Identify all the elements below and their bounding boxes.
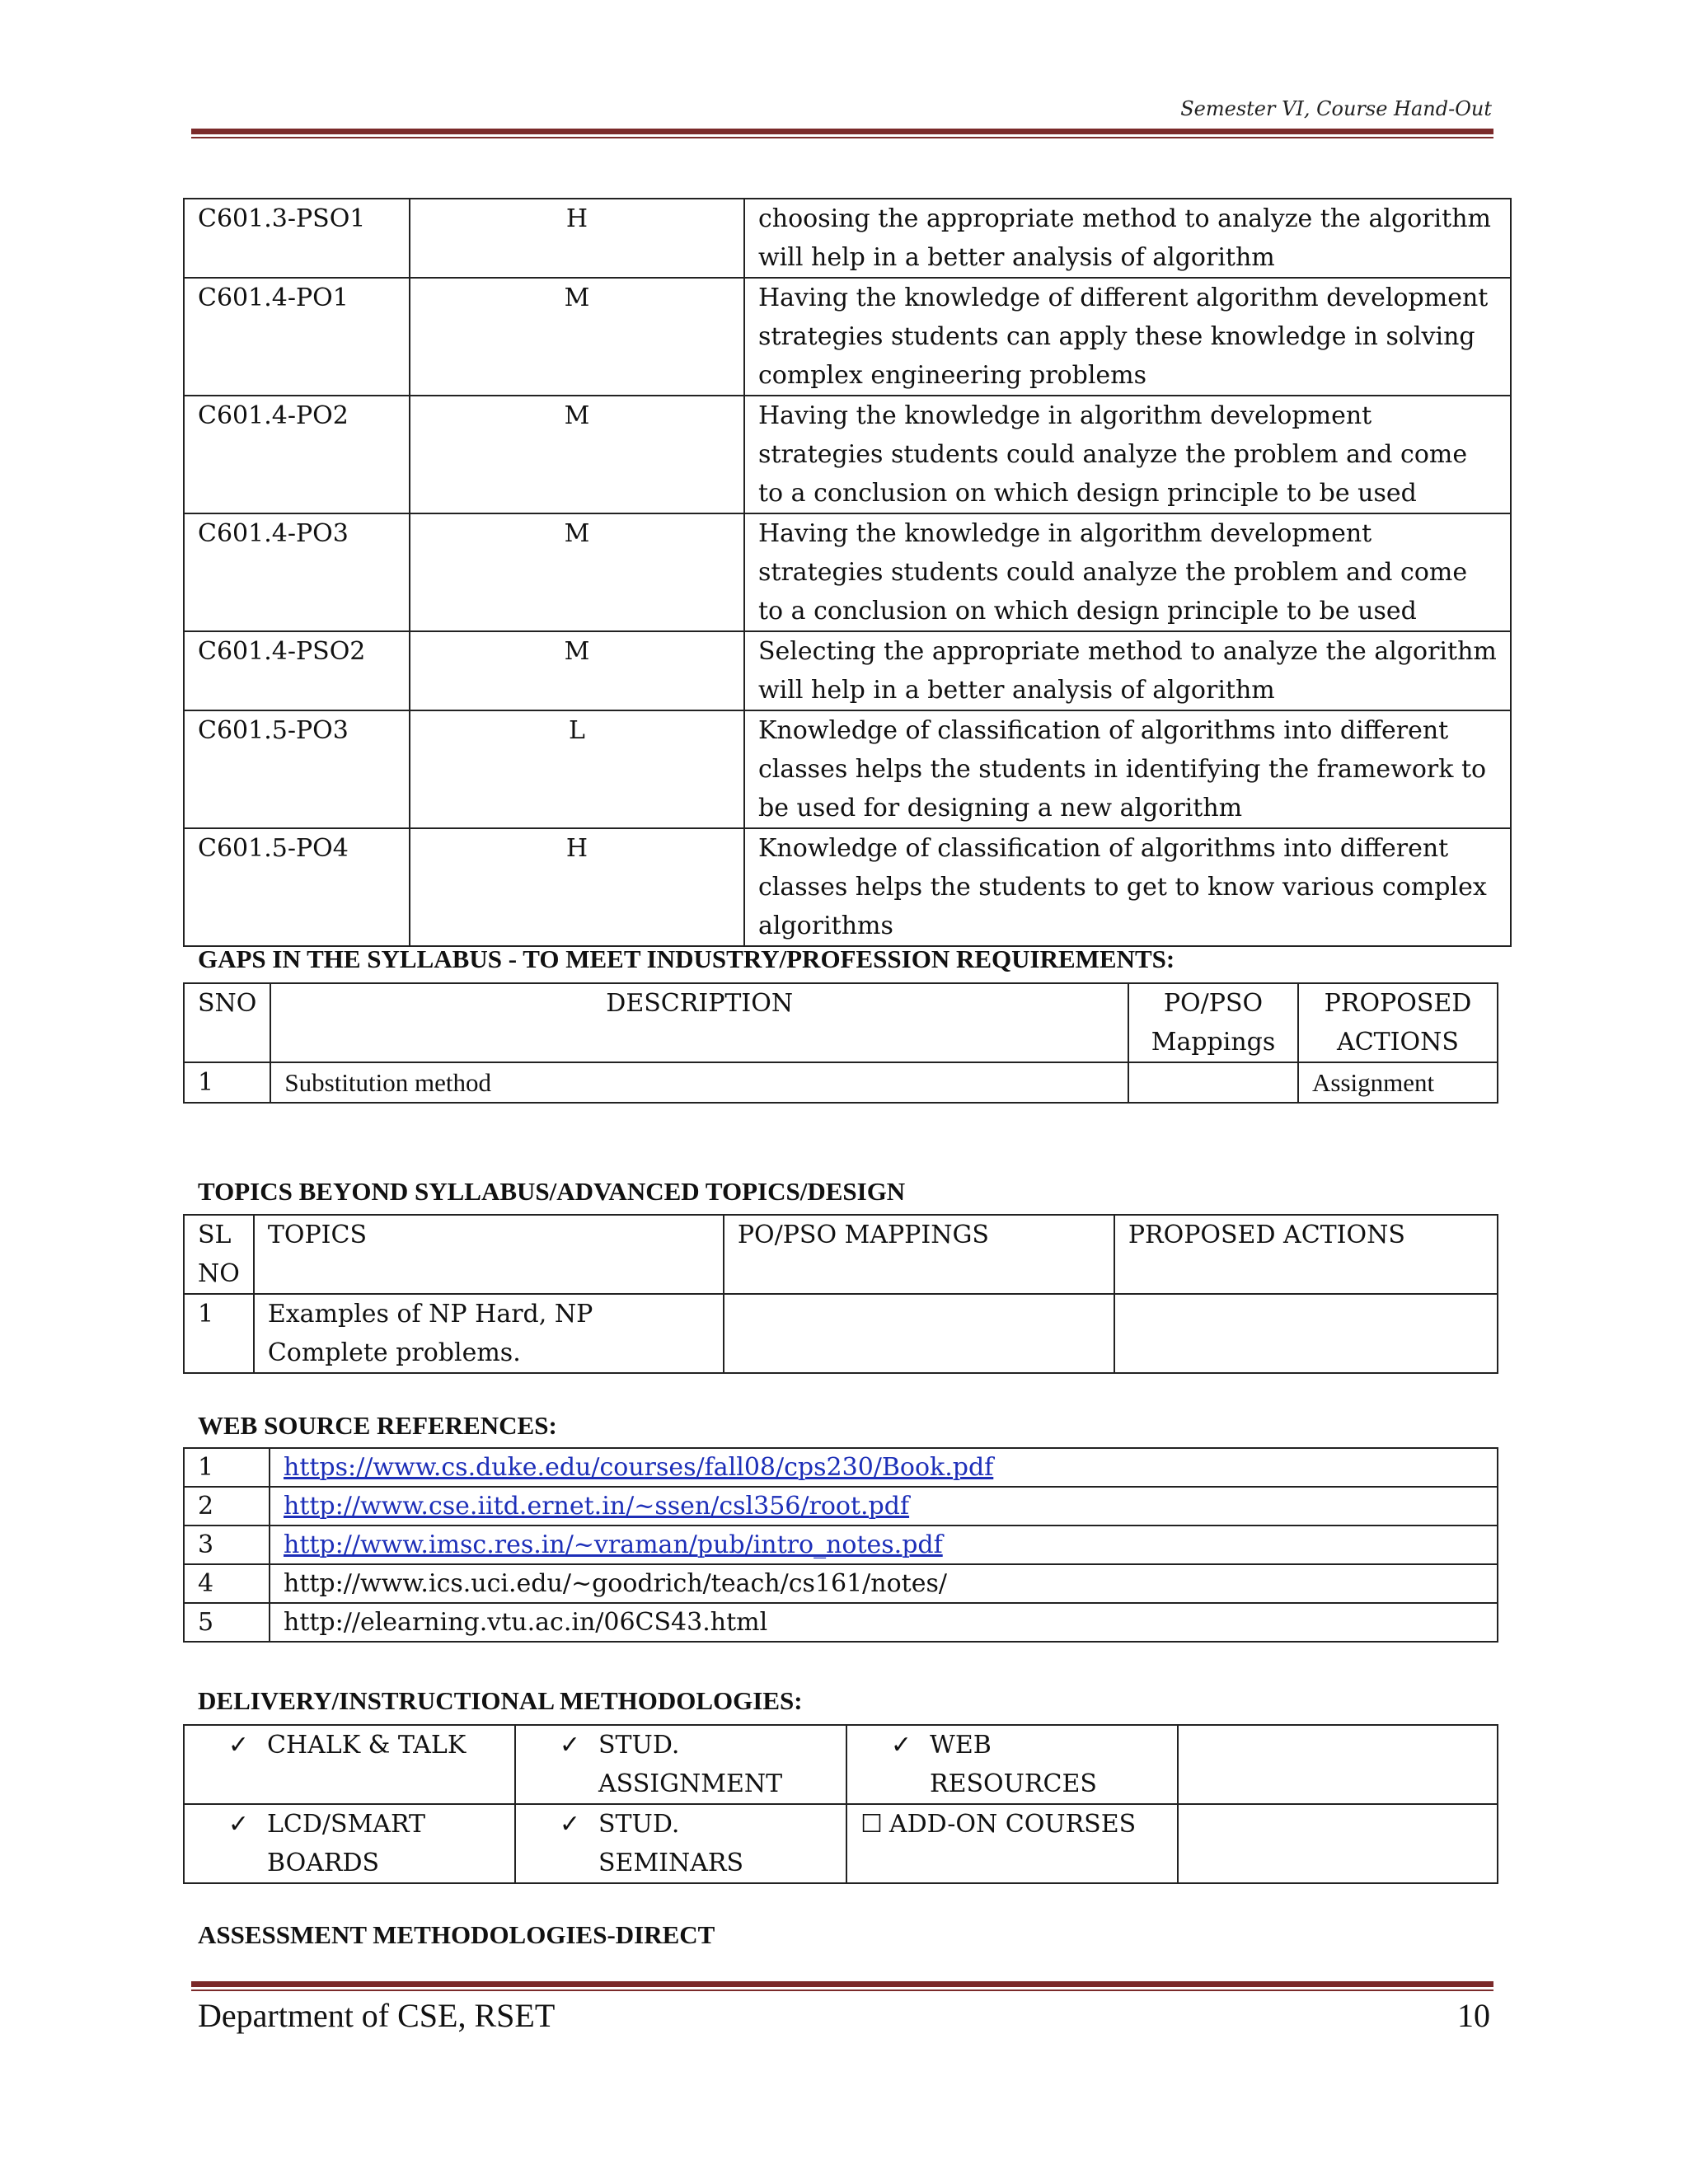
delivery-cell [846, 1725, 1178, 1804]
level-cell: M [410, 631, 744, 710]
justification-cell: choosing the appropriate method to analyze the algorithm will help in a better analysis of algorithm [744, 199, 1511, 278]
table-row [184, 1448, 1498, 1487]
delivery-empty-cell [1178, 1804, 1498, 1883]
add-on-courses-label: ADD-ON COURSES [889, 1810, 1137, 1839]
po-pso-header: PO/PSO Mappings [1128, 983, 1298, 1062]
delivery-empty-cell [1178, 1725, 1498, 1804]
checkmark-icon: ✓ [227, 1731, 249, 1760]
topic-cell: Examples of NP Hard, NP Complete problems. [254, 1294, 724, 1373]
justification-cell: Having the knowledge in algorithm development strategies students could analyze the problem and come to a conclusion on which design principle to be used [744, 396, 1511, 513]
web-refs-table [183, 1447, 1498, 1643]
description-header: DESCRIPTION [270, 983, 1128, 1062]
level-cell: M [410, 513, 744, 631]
table-row [184, 513, 1511, 631]
sno-cell: 1 [184, 1062, 270, 1103]
stud-assignment-label: STUD. ASSIGNMENT [598, 1731, 783, 1798]
table-row [184, 396, 1511, 513]
slno-cell: 1 [184, 1294, 254, 1373]
table-row [184, 828, 1511, 946]
table-header-row [184, 983, 1498, 1062]
gaps-title: GAPS IN THE SYLLABUS - TO MEET INDUSTRY/PROFESSION REQUIREMENTS: [198, 944, 1175, 973]
table-row [184, 631, 1511, 710]
table-row [184, 278, 1511, 396]
level-cell: M [410, 278, 744, 396]
level-cell: H [410, 199, 744, 278]
co-po-mapping-table [183, 198, 1512, 947]
gaps-table [183, 982, 1498, 1104]
delivery-cell [515, 1804, 846, 1883]
description-cell: Substitution method [270, 1062, 1128, 1103]
delivery-title: DELIVERY/INSTRUCTIONAL METHODOLOGIES: [198, 1686, 803, 1715]
checkmark-icon: ✓ [227, 1810, 249, 1839]
level-cell: M [410, 396, 744, 513]
table-row [184, 1062, 1498, 1103]
po-pso-cell [1128, 1062, 1298, 1103]
checkmark-icon: ✓ [559, 1810, 580, 1839]
table-row [184, 1603, 1498, 1642]
justification-cell: Knowledge of classification of algorithms into different classes helps the students to get to know various complex algorithms [744, 828, 1511, 946]
footer-rule [191, 1981, 1493, 1991]
ref-link[interactable]: https://www.cs.duke.edu/courses/fall08/cps230/Book.pdf [284, 1453, 994, 1482]
justification-cell: Knowledge of classification of algorithms into different classes helps the students in identifying the framework to be used for designing a new algorithm [744, 710, 1511, 828]
stud-seminars-label: STUD. SEMINARS [598, 1810, 744, 1877]
checkmark-icon: ✓ [890, 1731, 912, 1760]
delivery-cell [846, 1804, 1178, 1883]
checkbox-icon: ☐ [860, 1810, 883, 1839]
co-cell: C601.4-PSO2 [184, 631, 410, 710]
level-cell: H [410, 828, 744, 946]
co-cell: C601.5-PO4 [184, 828, 410, 946]
chalk-talk-label: CHALK & TALK [267, 1731, 467, 1760]
co-cell: C601.4-PO1 [184, 278, 410, 396]
level-cell: L [410, 710, 744, 828]
page-number: 10 [1457, 1997, 1490, 2034]
justification-cell: Selecting the appropriate method to analyze the algorithm will help in a better analysis of algorithm [744, 631, 1511, 710]
delivery-cell [184, 1725, 515, 1804]
topics-header: TOPICS [254, 1215, 724, 1294]
web-refs-title: WEB SOURCE REFERENCES: [198, 1411, 557, 1440]
table-row [184, 1294, 1498, 1373]
po-pso-mappings-header: PO/PSO MAPPINGS [724, 1215, 1114, 1294]
actions-cell: Assignment [1298, 1062, 1498, 1103]
lcd-smart-boards-label: LCD/SMART BOARDS [267, 1810, 426, 1877]
ref-link[interactable]: http://www.imsc.res.in/~vraman/pub/intro_notes.pdf [284, 1530, 943, 1559]
ref-number: 1 [184, 1448, 270, 1487]
ref-link-cell [270, 1487, 1498, 1526]
co-cell: C601.3-PSO1 [184, 199, 410, 278]
ref-link-cell [270, 1526, 1498, 1564]
ref-link-cell [270, 1448, 1498, 1487]
proposed-actions-header: PROPOSED ACTIONS [1114, 1215, 1498, 1294]
delivery-cell [515, 1725, 846, 1804]
ref-number: 4 [184, 1564, 270, 1603]
slno-header: SL NO [184, 1215, 254, 1294]
ref-url: http://www.ics.uci.edu/~goodrich/teach/cs161/notes/ [270, 1564, 1498, 1603]
header-rule [191, 129, 1493, 138]
co-cell: C601.4-PO2 [184, 396, 410, 513]
footer-department: Department of CSE, RSET [198, 1997, 556, 2034]
po-pso-cell [724, 1294, 1114, 1373]
table-row [184, 1804, 1498, 1883]
co-cell: C601.5-PO3 [184, 710, 410, 828]
table-row [184, 1487, 1498, 1526]
table-header-row [184, 1215, 1498, 1294]
ref-link[interactable]: http://www.cse.iitd.ernet.in/~ssen/csl356/root.pdf [284, 1492, 910, 1521]
ref-number: 2 [184, 1487, 270, 1526]
ref-number: 5 [184, 1603, 270, 1642]
table-row [184, 1564, 1498, 1603]
proposed-actions-header: PROPOSED ACTIONS [1298, 983, 1498, 1062]
assessment-title: ASSESSMENT METHODOLOGIES-DIRECT [198, 1920, 715, 1949]
table-row [184, 1725, 1498, 1804]
justification-cell: Having the knowledge in algorithm development strategies students could analyze the problem and come to a conclusion on which design principle to be used [744, 513, 1511, 631]
table-row [184, 199, 1511, 278]
delivery-cell [184, 1804, 515, 1883]
table-row [184, 1526, 1498, 1564]
justification-cell: Having the knowledge of different algorithm development strategies students can apply these knowledge in solving complex engineering problems [744, 278, 1511, 396]
actions-cell [1114, 1294, 1498, 1373]
topics-table [183, 1214, 1498, 1374]
header-title: Semester VI, Course Hand-Out [1180, 97, 1492, 120]
sno-header: SNO [184, 983, 270, 1062]
web-resources-label: WEB RESOURCES [930, 1731, 1097, 1798]
checkmark-icon: ✓ [559, 1731, 580, 1760]
ref-url: http://elearning.vtu.ac.in/06CS43.html [270, 1603, 1498, 1642]
delivery-table [183, 1724, 1498, 1884]
topics-title: TOPICS BEYOND SYLLABUS/ADVANCED TOPICS/DESIGN [198, 1177, 906, 1206]
table-row [184, 710, 1511, 828]
ref-number: 3 [184, 1526, 270, 1564]
co-cell: C601.4-PO3 [184, 513, 410, 631]
